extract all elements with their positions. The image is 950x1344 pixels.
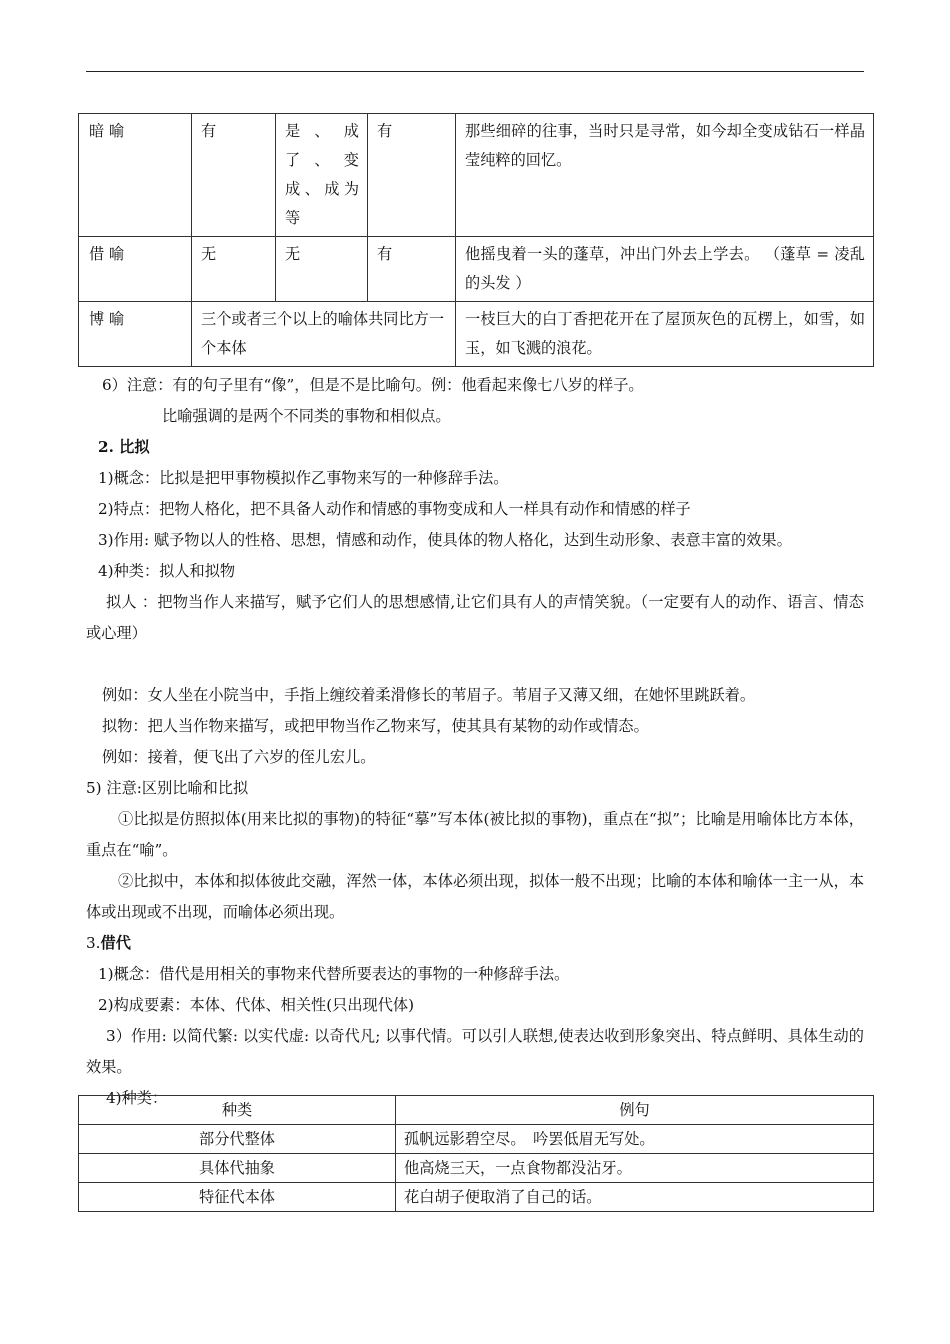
blank-line <box>86 649 864 680</box>
section-number: 3. <box>86 934 101 952</box>
table-row <box>79 302 874 367</box>
table-row <box>79 1125 874 1154</box>
cell-example: 他高烧三天，一点食物都没沾牙。 <box>396 1154 874 1183</box>
cell-example: 一枝巨大的白丁香把花开在了屋顶灰色的瓦楞上，如雪，如玉，如飞溅的浪花。 <box>456 302 874 367</box>
metonymy-types-table <box>78 1095 874 1212</box>
cell-yuti: 有 <box>368 114 456 237</box>
section-heading: 2. 比拟 <box>98 438 150 456</box>
cell-kind: 部分代整体 <box>79 1125 396 1154</box>
table-row <box>79 1183 874 1212</box>
table-row <box>79 1154 874 1183</box>
paragraph: 例如：女人坐在小院当中，手指上缠绞着柔滑修长的苇眉子。苇眉子又薄又细，在她怀里跳跃着。 <box>102 686 756 704</box>
cell-kind: 具体代抽象 <box>79 1154 396 1183</box>
table-header-row <box>79 1096 874 1125</box>
cixu-line: 等 <box>285 209 301 227</box>
cell-benti: 无 <box>192 237 276 302</box>
paragraph: 4)种类：拟人和拟物 <box>98 562 236 580</box>
cell-type: 借 喻 <box>79 237 192 302</box>
cell-example: 花白胡子便取消了自己的话。 <box>396 1183 874 1212</box>
note-line: 比喻强调的是两个不同类的事物和相似点。 <box>162 407 451 425</box>
cell-type: 暗 喻 <box>79 114 192 237</box>
cell-example: 他摇曳着一头的蓬草，冲出门外去上学去。 （蓬草 = 凌乱的头发 ） <box>456 237 874 302</box>
cixu-line: 了 、 变 <box>285 151 359 169</box>
table-row <box>79 114 874 237</box>
header-rule <box>86 71 864 72</box>
paragraph: 拟物：把人当作物来描写，或把甲物当作乙物来写，使其具有某物的动作或情态。 <box>102 717 649 735</box>
paragraph: 5) 注意:区别比喻和比拟 <box>86 779 249 797</box>
cell-cixu <box>276 114 368 237</box>
section-heading <box>86 928 864 959</box>
paragraph: ②比拟中，本体和拟体彼此交融，浑然一体，本体必须出现，拟体一般不出现；比喻的本体和喻体一主一从，本体或出现或不出现，而喻体必须出现。 <box>86 872 864 921</box>
section-title: 借代 <box>100 934 131 952</box>
paragraph: 拟人 ：把物当作人来描写，赋予它们人的思想感情,让它们具有人的声情笑貌。（一定要有人的动作、语言、情态或心理） <box>86 593 864 642</box>
cell-example: 孤帆远影碧空尽。 吟罢低眉无写处。 <box>396 1125 874 1154</box>
cell-example: 那些细碎的往事，当时只是寻常，如今却全变成钻石一样晶莹纯粹的回忆。 <box>456 114 874 237</box>
paragraph: 2)特点：把物人格化，把不具备人动作和情感的事物变成和人一样具有动作和情感的样子 <box>98 500 691 518</box>
paragraph: 1)概念：借代是用相关的事物来代替所要表达的事物的一种修辞手法。 <box>98 965 570 983</box>
paragraph: 1)概念：比拟是把甲事物模拟作乙事物来写的一种修辞手法。 <box>98 469 509 487</box>
paragraph: 3）作用: 以简代繁: 以实代虚: 以奇代凡; 以事代情。可以引人联想,使表达收到形象突出、特点鲜明、具体生动的效果。 <box>86 1027 864 1076</box>
table-row <box>79 237 874 302</box>
cell-yuti: 有 <box>368 237 456 302</box>
paragraph: 2)构成要素：本体、代体、相关性(只出现代体) <box>98 996 415 1014</box>
header-cell: 种类 <box>79 1096 396 1125</box>
paragraph: ①比拟是仿照拟体(用来比拟的事物)的特征“摹”写本体(被比拟的事物)，重点在“拟”；比喻是用喻体比方本体，重点在“喻”。 <box>86 810 864 859</box>
paragraph: 例如：接着，便飞出了六岁的侄儿宏儿。 <box>102 748 376 766</box>
cell-benti: 有 <box>192 114 276 237</box>
cell-type: 博 喻 <box>79 302 192 367</box>
body-text <box>86 370 864 1114</box>
cixu-line: 成、成为 <box>285 180 359 198</box>
note-line: 6）注意：有的句子里有“像”，但是不是比喻句。例：他看起来像七八岁的样子。 <box>102 376 644 394</box>
cell-kind: 特征代本体 <box>79 1183 396 1212</box>
metaphor-types-table <box>78 113 874 367</box>
paragraph: 4)种类： <box>106 1089 168 1107</box>
cell-merged: 三个或者三个以上的喻体共同比方一个本体 <box>192 302 456 367</box>
cixu-line: 是 、 成 <box>285 122 359 140</box>
paragraph: 3)作用: 赋予物以人的性格、思想，情感和动作，使具体的物人格化，达到生动形象、表意丰富的效果。 <box>98 531 792 549</box>
cell-cixu: 无 <box>276 237 368 302</box>
header-cell: 例句 <box>396 1096 874 1125</box>
